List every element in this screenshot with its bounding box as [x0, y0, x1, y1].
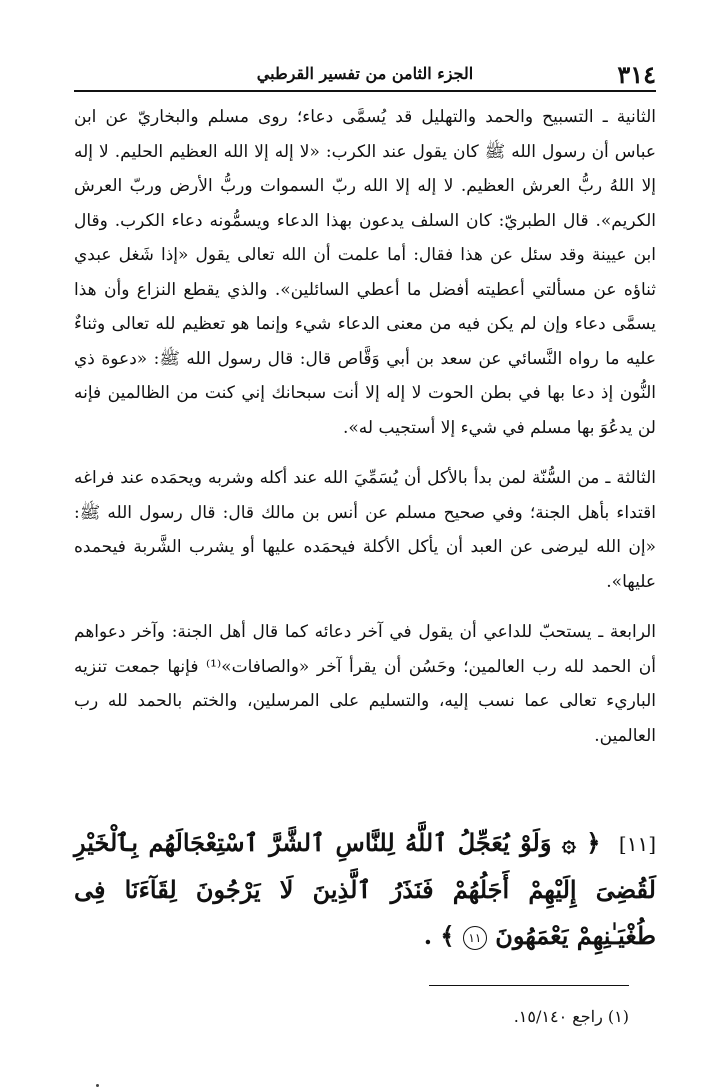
- footnote-divider: [429, 985, 629, 986]
- running-title: الجزء الثامن من تفسير القرطبي: [256, 64, 474, 83]
- paragraph-third-issue: الثالثة ـ من السُّنّة لمن بدأ بالأكل أن يُسَمِّيَ الله عند أكله وشربه ويحمَده عند فراغه اقتداء بأهل الجنة؛ وفي صحيح مسلم عن أنس بن مالك قال: قال رسول الله ﷺ: «إن الله ليرضى عن العبد أن يأكل الأكلة فيحمَده عليها أو يشرب الشَّربة فيحمده عليها».: [74, 468, 656, 592]
- verse-text: ﴿ ۞ وَلَوْ يُعَجِّلُ ٱللَّهُ لِلنَّاسِ ٱلشَّرَّ ٱسْتِعْجَالَهُم بِٱلْخَيْرِ لَقُضِىَ إِلَيْهِمْ أَجَلُهُمْ فَنَذَرُ ٱلَّذِينَ لَا يَرْجُونَ لِقَآءَنَا فِى طُغْيَـٰنِهِمْ يَعْمَهُونَ: [74, 828, 656, 950]
- page-speck: [96, 1084, 99, 1087]
- body-text: [74, 100, 656, 769]
- ayah-end-marker: ١١: [463, 926, 487, 950]
- quran-verse: [74, 820, 656, 959]
- footnote: (١) راجع ١٥/١٤٠.: [513, 1007, 629, 1026]
- page-header: [74, 58, 656, 92]
- paragraph-second-issue: الثانية ـ التسبيح والحمد والتهليل قد يُسمَّى دعاء؛ روى مسلم والبخاريّ عن ابن عباس أن رسول الله ﷺ كان يقول عند الكرب: «لا إله إلا الله العظيم الحليم. لا إله إلا اللهُ ربُّ العرش العظيم. لا إله إلا الله ربّ السموات وربُّ الأرض وربّ العرش الكريم». قال الطبريّ: كان السلف يدعون بهذا الدعاء ويسمُّونه دعاء الكرب. وقال ابن عيينة وقد سئل عن هذا فقال: أما علمت أن الله تعالى يقول «إذا شَغل عبدي ثناؤه عن مسألتي أعطيته أفضل ما أعطي السائلين». والذي يقطع النزاع وأن هذا يسمَّى دعاء وإن لم يكن فيه من معنى الدعاء شيء وإنما هو تعظيم لله تعالى وثناءٌ عليه ما رواه النَّسائي عن سعد بن أبي وَقَّاص قال: قال رسول الله ﷺ: «دعوة ذي النُّون إذ دعا بها في بطن الحوت لا إله إلا أنت سبحانك إني كنت من الظالمين فإنه لن يدعُوَ بها مسلم في شيء إلا أستجيب له».: [74, 107, 656, 438]
- verse-closing: ﴾ .: [423, 921, 455, 950]
- page-number: ٣١٤: [617, 60, 656, 89]
- verse-number: [١١]: [618, 832, 656, 856]
- paragraph-fourth-issue: الرابعة ـ يستحبّ للداعي أن يقول في آخر دعائه كما قال أهل الجنة: وآخر دعواهم أن الحمد لله رب العالمين؛ وحَسُن أن يقرأ آخر «والصافات»⁽¹⁾ فإنها جمعت تنزيه الباريء تعالى عما نسب إليه، والتسليم على المرسلين، والختم بالحمد لله رب العالمين.: [74, 622, 656, 746]
